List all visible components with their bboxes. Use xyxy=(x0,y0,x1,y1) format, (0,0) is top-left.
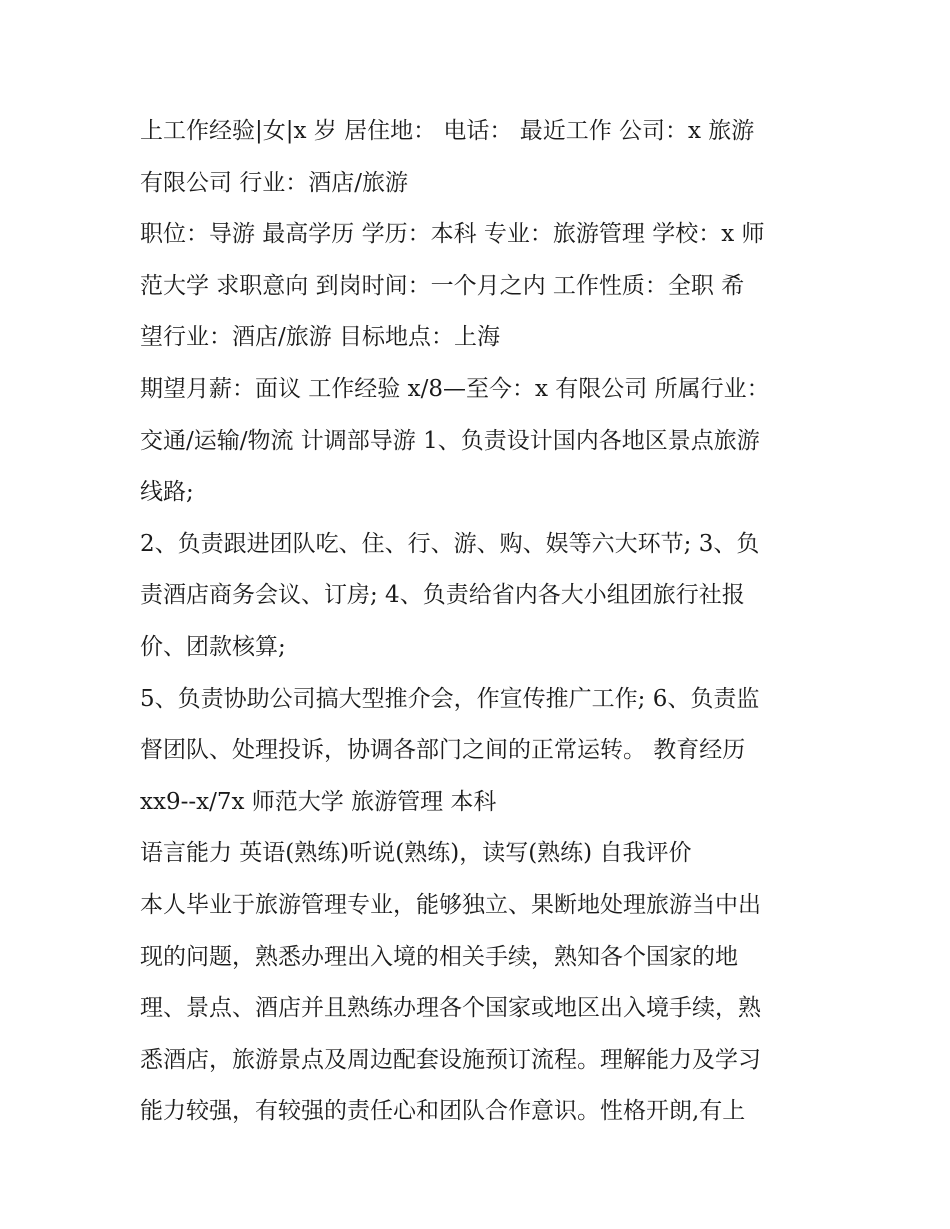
text-line: 上工作经验|女|x 岁 居住地： 电话： 最近工作 公司：x 旅游 xyxy=(140,118,755,144)
text-line: 语言能力 英语(熟练)听说(熟练)，读写(熟练) 自我评价 xyxy=(140,840,692,867)
text-line: 价、团款核算; xyxy=(140,633,286,660)
text-line: 本人毕业于旅游管理专业，能够独立、果断地处理旅游当中出 xyxy=(140,891,761,918)
text-line: 督团队、处理投诉，协调各部门之间的正常运转。 教育经历 xyxy=(140,737,746,764)
text-line: 能力较强，有较强的责任心和团队合作意识。性格开朗,有上 xyxy=(140,1098,746,1125)
text-line: 2、负责跟进团队吃、住、行、游、购、娱等六大环节; 3、负 xyxy=(140,530,760,557)
text-line: 理、景点、酒店并且熟练办理各个国家或地区出入境手续，熟 xyxy=(140,995,761,1022)
text-line: 5、负责协助公司搞大型推介会，作宣传推广工作; 6、负责监 xyxy=(140,685,760,712)
resume-text xyxy=(140,106,830,1138)
text-line: 现的问题，熟悉办理出入境的相关手续，熟知各个国家的地 xyxy=(140,943,738,970)
text-line: 线路; xyxy=(140,479,194,506)
text-line: 望行业：酒店/旅游 目标地点：上海 xyxy=(140,324,501,351)
text-line: 责酒店商务会议、订房; 4、负责给省内各大小组团旅行社报 xyxy=(140,582,745,609)
text-line: 悉酒店，旅游景点及周边配套设施预订流程。理解能力及学习 xyxy=(140,1046,761,1073)
text-line: 职位：导游 最高学历 学历：本科 专业：旅游管理 学校：x 师 xyxy=(140,221,765,248)
text-line: 有限公司 行业：酒店/旅游 xyxy=(140,169,409,196)
text-line: 交通/运输/物流 计调部导游 1、负责设计国内各地区景点旅游 xyxy=(140,427,760,454)
text-line: 范大学 求职意向 到岗时间：一个月之内 工作性质：全职 希 xyxy=(140,272,745,299)
text-line: 期望月薪：面议 工作经验 x/8—至今：x 有限公司 所属行业： xyxy=(140,375,770,402)
text-line: xx9--x/7x 师范大学 旅游管理 本科 xyxy=(140,788,497,815)
